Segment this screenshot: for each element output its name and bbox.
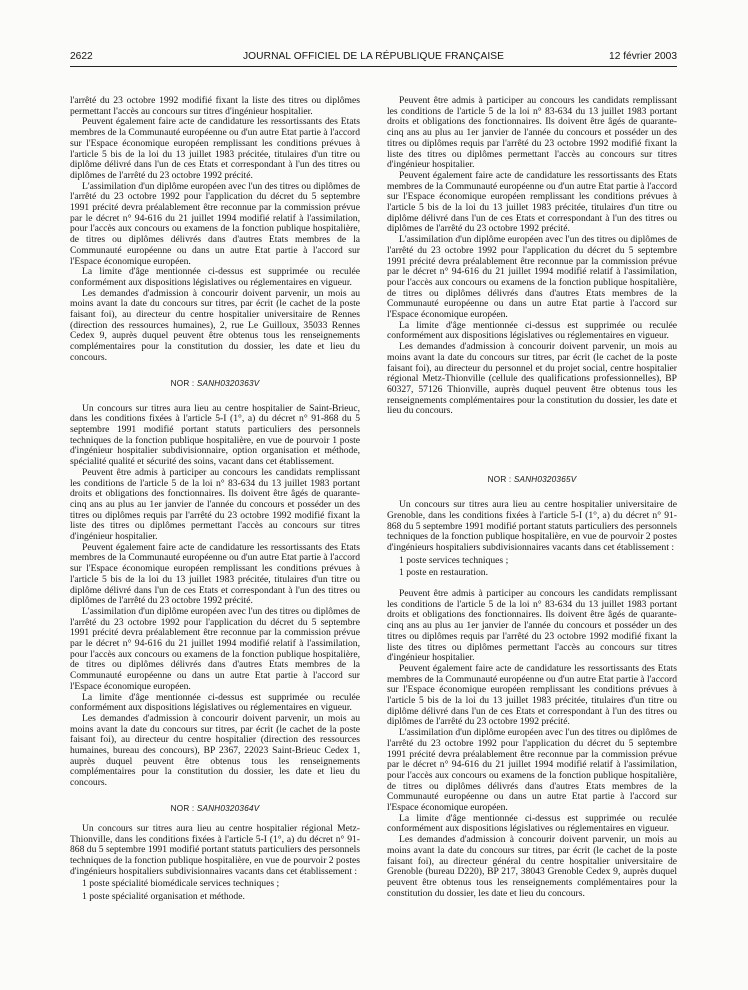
nor-reference [70, 804, 360, 814]
right-column [387, 96, 677, 899]
paragraph: Peuvent être admis à participer au concours les candidats remplissant les conditions de l'article 5 de la loi n° 83-634 du 13 juillet 1983 portant droits et obligations des fonctionnaires. Ils doivent être âgés de quarante-cinq ans au plus au 1er janvier de l'année du concours et posséder un des titres ou diplômes requis par l'arrêté du 23 octobre 1992 modifié fixant la liste des titres ou diplômes permettant l'accès au concours sur titres d'ingénieur hospitalier. [70, 466, 360, 543]
paragraph: L'assimilation d'un diplôme européen avec l'un des titres ou diplômes de l'arrêté du 23 octobre 1992 pour l'application du décret du 5 septembre 1991 précité devra préalablement être reconnue par la commission prévue par le décret n° 94-616 du 21 juillet 1994 modifié relatif à l'assimilation, pour l'accès aux concours ou examens de la fonction publique hospitalière, de titres ou diplômes délivrés dans d'autres Etats membres de la Communauté européenne ou dans un autre Etat partie à l'accord sur l'Espace économique européen. [70, 605, 361, 692]
paragraph: Un concours sur titres aura lieu au centre hospitalier de Saint-Brieuc, dans les conditions fixées à l'article 5-I (1°, a) du décret n° 91-868 du 5 septembre 1991 modifié portant statuts particuliers des personnels techniques de la fonction publique hospitalière, en vue de pourvoir 1 poste d'ingénieur hospitalier subdivisionnaire, option organisation et méthode, spécialité qualité et sécurité des soins, vacant dans cet établissement. [70, 402, 360, 468]
paragraph: Un concours sur titres aura lieu au centre hospitalier universitaire de Grenoble, dans les conditions fixées à l'article 5-I (1°, a) du décret n° 91-868 du 5 septembre 1991 modifié portant statuts particuliers des personnels techniques de la fonction publique hospitalière, en vue de pourvoir 2 postes d'ingénieurs hospitaliers subdivisionnaires vacants dans cet établissement : [387, 499, 677, 553]
list-item: 1 poste services techniques ; [399, 554, 509, 566]
list-item: 1 poste en restauration. [399, 567, 488, 579]
paragraph: La limite d'âge mentionnée ci-dessus est supprimée ou reculée conformément aux dispositions législatives ou réglementaires en vigueur. [70, 266, 360, 288]
paragraph: L'assimilation d'un diplôme européen avec l'un des titres ou diplômes de l'arrêté du 23 octobre 1992 pour l'application du décret du 5 septembre 1991 précité devra préalablement être reconnue par la commission prévue par le décret n° 94-616 du 21 juillet 1994 modifié relatif à l'assimilation, pour l'accès aux concours ou examens de la fonction publique hospitalière, de titres ou diplômes délivrés dans d'autres Etats membres de la Communauté européenne ou dans un autre Etat partie à l'accord sur l'Espace économique européen. [70, 180, 361, 267]
header-rule [70, 66, 677, 67]
nor-reference [70, 379, 360, 389]
paragraph: Peuvent être admis à participer au concours les candidats remplissant les conditions de l'article 5 de la loi n° 83-634 du 13 juillet 1983 portant droits et obligations des fonctionnaires. Ils doivent être âgés de quarante-cinq ans au plus au 1er janvier de l'année du concours et posséder un des titres ou diplômes requis par l'arrêté du 23 octobre 1992 modifié fixant la liste des titres ou diplômes permettant l'accès au concours sur titres d'ingénieur hospitalier. [387, 588, 677, 664]
nor-code: SANH0320363V [196, 378, 260, 388]
paragraph: Peuvent être admis à participer au concours les candidats remplissant les conditions de l'article 5 de la loi n° 83-634 du 13 juillet 1983 portant droits et obligations des fonctionnaires. Ils doivent être âgés de quarante-cinq ans au plus au 1er janvier de l'année du concours et posséder un des titres ou diplômes requis par l'arrêté du 23 octobre 1992 modifié fixant la liste des titres ou diplômes permettant l'accès au concours sur titres d'ingénieur hospitalier. [387, 95, 677, 171]
list-item: 1 poste spécialité biomédicale services techniques ; [82, 878, 280, 890]
nor-code: SANH0320365V [513, 475, 577, 485]
paragraph: La limite d'âge mentionnée ci-dessus est supprimée ou reculée conformément aux dispositions législatives ou réglementaires en vigueur. [387, 319, 677, 342]
paragraph: Un concours sur titres aura lieu au centre hospitalier régional Metz-Thionville, dans les conditions fixées à l'article 5-I (1°, a) du décret n° 91-868 du 5 septembre 1991 modifié portant statuts particuliers des personnels techniques de la fonction publique hospitalière, en vue de pourvoir 2 postes d'ingénieurs hospitaliers subdivisionnaires vacants dans cet établissement : [70, 822, 360, 877]
paragraph: Peuvent également faire acte de candidature les ressortissants des Etats membres de la Communauté européenne ou d'un autre Etat partie à l'accord sur l'Espace économique européen remplissant les conditions prévues à l'article 5 bis de la loi du 13 juillet 1983 précitée, titulaires d'un titre ou diplôme délivré dans l'un de ces Etats et correspondant à l'un des titres ou diplômes de l'arrêté du 23 octobre 1992 précité. [387, 169, 677, 235]
nor-reference [387, 475, 677, 485]
nor-label: NOR : [170, 378, 195, 388]
paragraph: Les demandes d'admission à concourir doivent parvenir, un mois au moins avant la date du concours sur titres, par écrit (le cachet de la poste faisant foi), au directeur général du centre hospitalier universitaire de Grenoble (bureau D220), BP 217, 38043 Grenoble Cedex 9, auprès duquel peuvent être obtenus tous les renseignements complémentaires pour la constitution du dossier, les date et lieu du concours. [387, 834, 677, 899]
nor-label: NOR : [487, 475, 512, 485]
paragraph: La limite d'âge mentionnée ci-dessus est supprimée ou reculée conformément aux dispositions législatives ou réglementaires en vigueur. [70, 691, 360, 714]
publication-date: 12 février 2003 [609, 51, 677, 62]
paragraph: Les demandes d'admission à concourir doivent parvenir, un mois au moins avant la date du concours sur titres, par écrit (le cachet de la poste faisant foi), au directeur du centre hospitalier (direction des ressources humaines, bureau des concours), BP 2367, 22023 Saint-Brieuc Cedex 1, auprès duquel peuvent être obtenus tous les renseignements complémentaires pour la constitution du dossier, les date et lieu du concours. [70, 712, 360, 789]
left-column [70, 96, 360, 903]
paragraph: L'assimilation d'un diplôme européen avec l'un des titres ou diplômes de l'arrêté du 23 octobre 1992 pour l'application du décret du 5 septembre 1991 précité devra préalablement être reconnue par la commission prévue par le décret n° 94-616 du 21 juillet 1994 modifié relatif à l'assimilation, pour l'accès aux concours ou examens de la fonction publique hospitalière, de titres ou diplômes délivrés dans d'autres Etats membres de la Communauté européenne ou dans un autre Etat partie à l'accord sur l'Espace économique européen. [387, 727, 678, 814]
journal-title: JOURNAL OFFICIEL DE LA RÉPUBLIQUE FRANÇAISE [242, 51, 505, 62]
paragraph: Les demandes d'admission à concourir doivent parvenir, un mois au moins avant la date du concours sur titres, par écrit (le cachet de la poste faisant foi), au directeur du centre hospitalier universitaire de Rennes (direction des ressources humaines), 2, rue Le Guilloux, 35033 Rennes Cedex 9, auprès duquel peuvent être obtenus tous les renseignements complémentaires pour la constitution du dossier, les date et lieu du concours. [70, 287, 360, 363]
paragraph: Peuvent également faire acte de candidature les ressortissants des Etats membres de la Communauté européenne ou d'un autre Etat partie à l'accord sur l'Espace économique européen remplissant les conditions prévues à l'article 5 bis de la loi du 13 juillet 1983 précitée, titulaires d'un titre ou diplôme délivré dans l'un de ces Etats et correspondant à l'un des titres ou diplômes de l'arrêté du 23 octobre 1992 précité. [70, 541, 360, 607]
page-number: 2622 [70, 51, 93, 62]
paragraph: Les demandes d'admission à concourir doivent parvenir, un mois au moins avant la date du concours sur titres, par écrit (le cachet de la poste faisant foi), au directeur du personnel et du projet social, centre hospitalier régional Metz-Thionville (cellule des qualifications professionnelles), BP 60327, 57126 Thionville, auprès duquel peuvent être obtenus tous les renseignements complémentaires pour la constitution du dossier, les date et lieu du concours. [387, 341, 677, 417]
paragraph: l'arrêté du 23 octobre 1992 modifié fixant la liste des titres ou diplômes permettant l'accès au concours sur titres d'ingénieur hospitalier. [70, 95, 360, 117]
nor-code: SANH0320364V [196, 803, 260, 813]
page-header [70, 51, 677, 67]
paragraph: L'assimilation d'un diplôme européen avec l'un des titres ou diplômes de l'arrêté du 23 octobre 1992 pour l'application du décret du 5 septembre 1991 précité devra préalablement être reconnue par la commission prévue par le décret n° 94-616 du 21 juillet 1994 modifié relatif à l'assimilation, pour l'accès aux concours ou examens de la fonction publique hospitalière, de titres ou diplômes délivrés dans d'autres Etats membres de la Communauté européenne ou dans un autre Etat partie à l'accord sur l'Espace économique européen. [387, 234, 678, 321]
paragraph: Peuvent également faire acte de candidature les ressortissants des Etats membres de la Communauté européenne ou d'un autre Etat partie à l'accord sur l'Espace économique européen remplissant les conditions prévues à l'article 5 bis de la loi du 13 juillet 1983 précitée, titulaires d'un titre ou diplôme délivré dans l'un de ces Etats et correspondant à l'un des titres ou diplômes de l'arrêté du 23 octobre 1992 précité. [70, 116, 360, 181]
paragraph: Peuvent également faire acte de candidature les ressortissants des Etats membres de la Communauté européenne ou d'un autre Etat partie à l'accord sur l'Espace économique européen remplissant les conditions prévues à l'article 5 bis de la loi du 13 juillet 1983 précitée, titulaires d'un titre ou diplôme délivré dans l'un de ces Etats et correspondant à l'un des titres ou diplômes de l'arrêté du 23 octobre 1992 précité. [387, 662, 677, 728]
paragraph: La limite d'âge mentionnée ci-dessus est supprimée ou reculée conformément aux dispositions législatives ou réglementaires en vigueur. [387, 812, 677, 835]
list-item: 1 poste spécialité organisation et méthode. [82, 891, 245, 903]
nor-label: NOR : [170, 803, 195, 813]
